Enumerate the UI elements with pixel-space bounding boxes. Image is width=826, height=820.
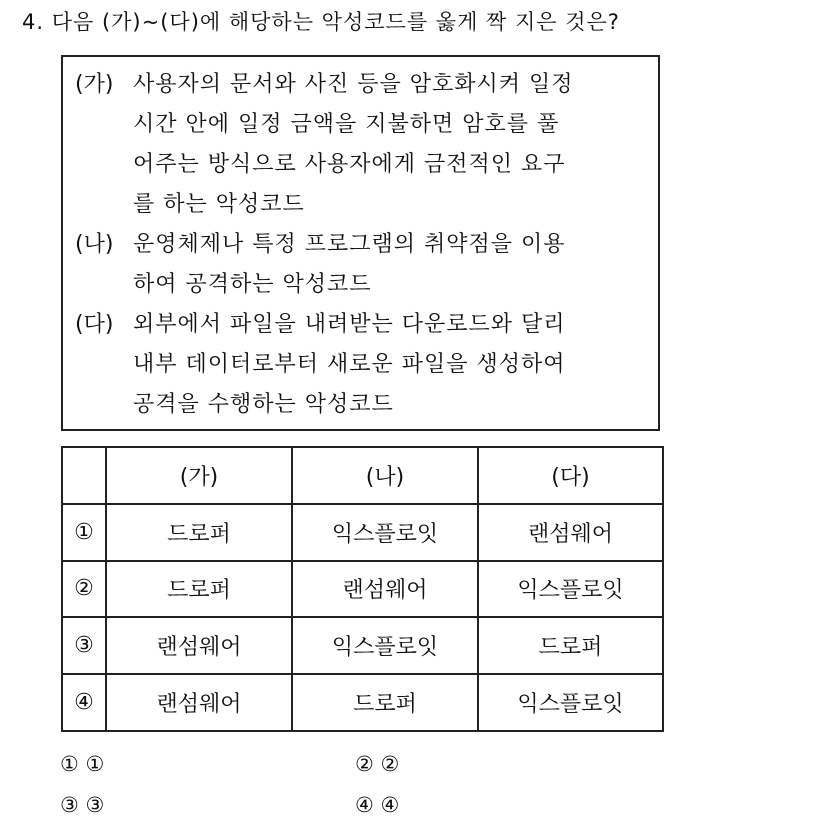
- item-line: 를 하는 악성코드: [133, 192, 305, 217]
- option-1[interactable]: ① ①: [60, 752, 105, 776]
- item-line: 내부 데이터로부터 새로운 파일을 생성하여: [133, 352, 566, 377]
- table-row: [62, 561, 663, 618]
- item-line: 시간 안에 일정 금액을 지불하면 암호를 풀: [133, 112, 560, 137]
- question-text: 4. 다음 (가)~(다)에 해당하는 악성코드를 옳게 짝 지은 것은?: [22, 10, 620, 34]
- table-row: [62, 504, 663, 561]
- table-cell: 익스플로잇: [292, 504, 478, 561]
- table-cell: 랜섬웨어: [478, 504, 663, 561]
- item-line: 운영체제나 특정 프로그램의 취약점을 이용: [133, 232, 566, 257]
- table-cell: 랜섬웨어: [106, 617, 292, 674]
- item-line: 공격을 수행하는 악성코드: [133, 392, 394, 417]
- table-header-row: [62, 447, 663, 504]
- item-line: 외부에서 파일을 내려받는 다운로드와 달리: [133, 312, 566, 337]
- table-cell: 익스플로잇: [478, 561, 663, 618]
- table-cell: 익스플로잇: [292, 617, 478, 674]
- table-cell: 드로퍼: [106, 504, 292, 561]
- description-box: [61, 55, 660, 431]
- table-header-cell: (나): [292, 447, 478, 504]
- row-number-cell: ③: [62, 617, 106, 674]
- table-header-cell: [62, 447, 106, 504]
- item-label: (다): [75, 312, 114, 337]
- table-cell: 랜섬웨어: [292, 561, 478, 618]
- row-number-cell: ①: [62, 504, 106, 561]
- item-label: (나): [75, 232, 114, 257]
- table-cell: 드로퍼: [106, 561, 292, 618]
- table-cell: 드로퍼: [478, 617, 663, 674]
- table-row: [62, 617, 663, 674]
- item-line: 하여 공격하는 악성코드: [133, 272, 372, 297]
- item-line: 어주는 방식으로 사용자에게 금전적인 요구: [133, 152, 566, 177]
- table-cell: 드로퍼: [292, 674, 478, 731]
- answer-table: [61, 446, 664, 732]
- table-header-cell: (가): [106, 447, 292, 504]
- row-number-cell: ②: [62, 561, 106, 618]
- item-label: (가): [75, 72, 114, 97]
- row-number-cell: ④: [62, 674, 106, 731]
- option-2[interactable]: ② ②: [355, 752, 400, 776]
- table-cell: 익스플로잇: [478, 674, 663, 731]
- item-line: 사용자의 문서와 사진 등을 암호화시켜 일정: [133, 72, 574, 97]
- option-4[interactable]: ④ ④: [355, 793, 400, 817]
- table-cell: 랜섬웨어: [106, 674, 292, 731]
- table-row: [62, 674, 663, 731]
- option-3[interactable]: ③ ③: [60, 793, 105, 817]
- table-header-cell: (다): [478, 447, 663, 504]
